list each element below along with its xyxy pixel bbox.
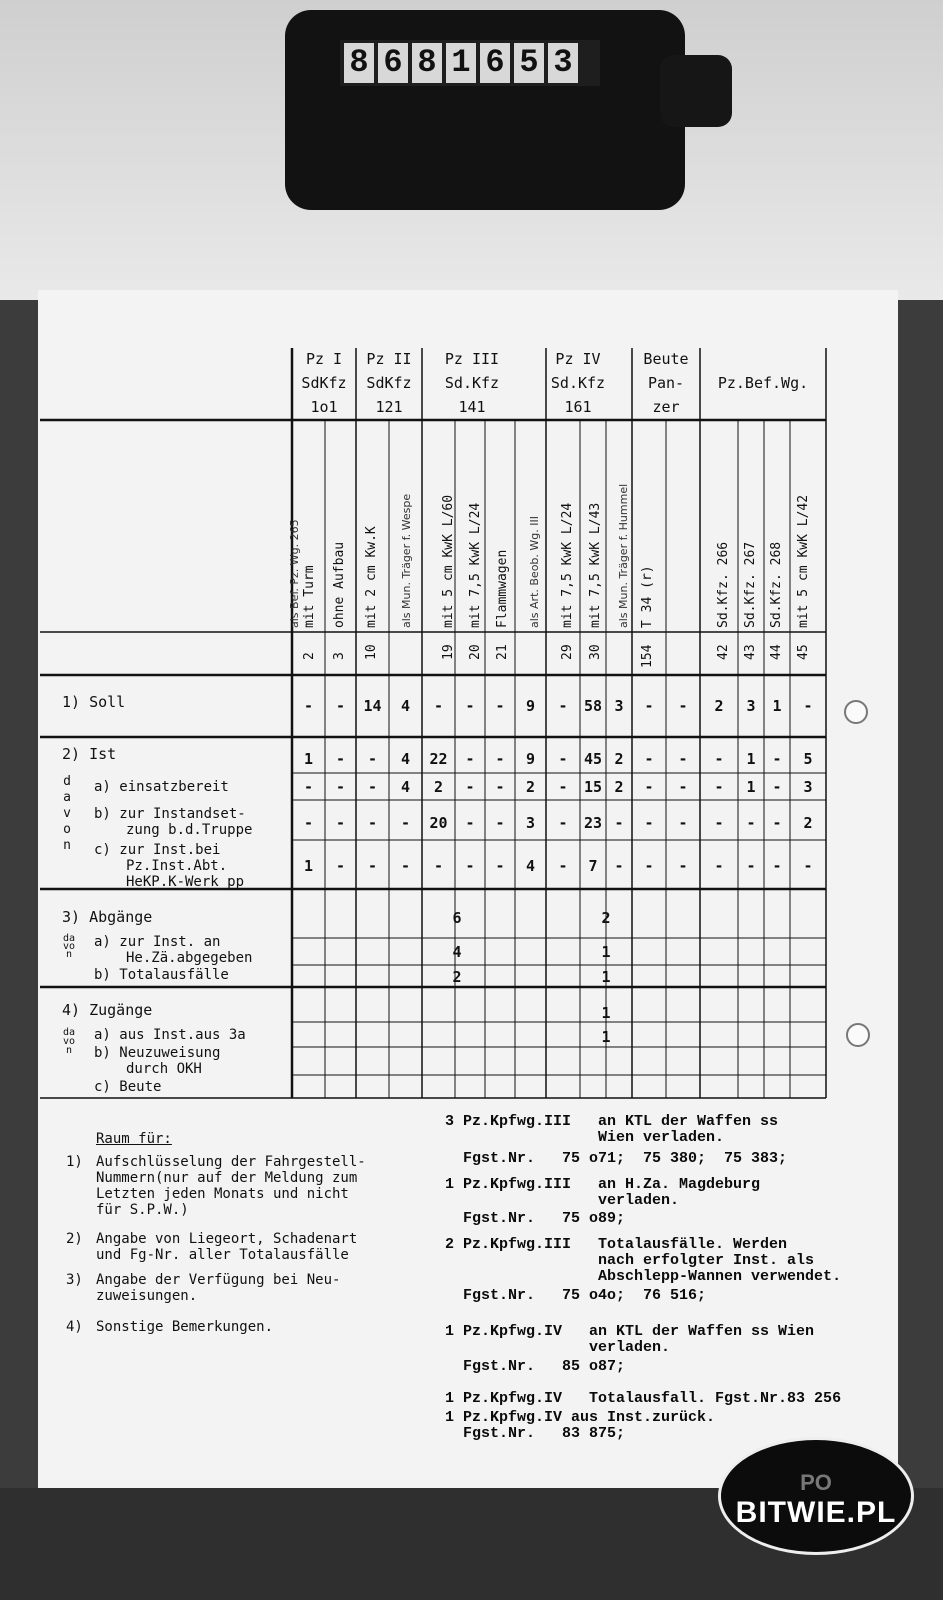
cell-value: - <box>495 857 505 875</box>
cell-value: 1 <box>601 968 611 986</box>
subcol-number: 19 <box>441 644 456 660</box>
cell-value: 4 <box>452 943 462 961</box>
header-line: Pz IV <box>555 350 601 368</box>
cell-value: 1 <box>303 857 314 875</box>
cell-value: - <box>614 857 624 875</box>
raum-item-number: 1) <box>66 1154 83 1170</box>
cell-value: - <box>714 750 724 768</box>
cell-value: - <box>335 697 346 715</box>
cell-value: - <box>614 814 624 832</box>
typed-note-line: nach erfolgter Inst. als <box>445 1252 815 1269</box>
cell-value: - <box>400 857 411 875</box>
subcol-number: 2 <box>302 652 317 660</box>
cell-value: 2 <box>614 750 624 768</box>
row-label-ist: 2) Ist <box>62 745 117 763</box>
cell-value: - <box>303 814 314 832</box>
cell-value: - <box>303 697 314 715</box>
cell-value: - <box>400 814 411 832</box>
subcol-label: mit 5 cm KwK L/42 <box>796 494 811 628</box>
header-line: SdKfz <box>366 374 412 392</box>
subcol-number: 29 <box>560 644 575 660</box>
cell-value: 3 <box>746 697 756 715</box>
cell-value: - <box>558 778 568 796</box>
cell-value: - <box>367 814 378 832</box>
header-line: SdKfz <box>301 374 347 392</box>
subcol-label: T 34 (r) <box>640 565 655 628</box>
cell-value: 45 <box>583 750 603 768</box>
row-label-inst-abt: c) zur Inst.bei <box>94 842 221 858</box>
cell-value: 3 <box>525 814 536 832</box>
cell-value: - <box>803 857 813 875</box>
counter-digit: 5 <box>514 43 544 83</box>
typed-note-line: Fgst.Nr. 75 o71; 75 380; 75 383; <box>445 1150 788 1167</box>
raum-item-number: 2) <box>66 1231 83 1247</box>
cell-value: - <box>335 814 346 832</box>
header-pz1 <box>292 350 356 416</box>
logo-bottom-text: BITWIE.PL <box>735 1496 897 1529</box>
cell-value: - <box>558 697 568 715</box>
header-pz-bef-wg <box>700 374 826 392</box>
cell-value: 2 <box>452 968 462 986</box>
subcol-number: 10 <box>364 644 379 660</box>
cell-value: - <box>433 857 444 875</box>
cell-value: - <box>367 750 378 768</box>
row-label-inst-abt-3: HeKP.K-Werk pp <box>126 874 245 890</box>
typed-note-line: Abschlepp-Wannen verwendet. <box>445 1268 842 1285</box>
subcol-label: mit Turm <box>302 565 317 628</box>
cell-value: - <box>803 697 813 715</box>
subcol-handwritten-label: als Mun. Träger f. Wespe <box>400 493 413 628</box>
counter-digit: 1 <box>446 43 476 83</box>
header-line: Pan- <box>647 374 685 392</box>
cell-value: 1 <box>772 697 782 715</box>
cell-value: - <box>367 778 378 796</box>
subcol-label: mit 5 cm KwK L/60 <box>441 494 456 628</box>
cell-value: 2 <box>525 778 536 796</box>
cell-value: 4 <box>400 750 411 768</box>
cell-value: - <box>335 750 346 768</box>
row-label-zugaenge-b: b) Neuzuweisung <box>94 1045 221 1061</box>
raum-item-line: Angabe von Liegeort, Schadenart <box>96 1231 358 1247</box>
cell-value: - <box>644 697 654 715</box>
subcol-handwritten-label: als Bef. Pz. Wg. 265 <box>288 519 301 628</box>
subcol-number: 42 <box>716 644 731 660</box>
header-line: Sd.Kfz <box>444 374 500 392</box>
cell-value: - <box>465 778 475 796</box>
cell-value: - <box>644 814 654 832</box>
raum-item-number: 3) <box>66 1272 83 1288</box>
header-line: 141 <box>458 398 486 416</box>
cell-value: - <box>495 814 505 832</box>
cell-value: 9 <box>525 697 536 715</box>
header-line: Pz III <box>444 350 500 368</box>
header-line: 1o1 <box>310 398 338 416</box>
header-line: Sd.Kfz <box>550 374 606 392</box>
watermark-logo <box>718 1437 914 1555</box>
cell-value: 1 <box>303 750 314 768</box>
cell-value: 20 <box>429 814 448 832</box>
cell-value: - <box>465 857 475 875</box>
cell-value: - <box>465 750 475 768</box>
cell-value: - <box>678 697 688 715</box>
row-label-zugaenge: 4) Zugänge <box>62 1001 153 1019</box>
raum-item-line: und Fg-Nr. aller Totalausfälle <box>96 1247 349 1263</box>
row-label-abgaenge-b: b) Totalausfälle <box>94 967 229 983</box>
cell-value: - <box>678 814 688 832</box>
cell-value: - <box>772 778 782 796</box>
cell-value: 9 <box>525 750 536 768</box>
row-label-abgaenge-a2: He.Zä.abgegeben <box>126 950 253 966</box>
subcol-label: mit 7,5 KwK L/24 <box>560 502 575 628</box>
subcol-label: Sd.Kfz. 266 <box>716 541 731 628</box>
cell-value: 6 <box>452 909 462 927</box>
subcol-label: mit 7,5 KwK L/24 <box>468 502 483 628</box>
cell-value: 2 <box>614 778 624 796</box>
cell-value: 1 <box>601 943 611 961</box>
cell-value: - <box>465 814 475 832</box>
binder-hole <box>844 700 868 724</box>
header-line: zer <box>652 398 680 416</box>
subcol-number: 20 <box>468 644 483 660</box>
typed-note-line: 3 Pz.Kpfwg.III an KTL der Waffen ss <box>445 1113 779 1130</box>
row-label-zugaenge-b2: durch OKH <box>126 1061 202 1077</box>
cell-value: - <box>558 750 568 768</box>
cell-value: - <box>465 697 475 715</box>
davon-label: davon <box>63 774 71 853</box>
davon-label: davon <box>62 933 76 960</box>
typed-note-line: Wien verladen. <box>445 1129 725 1146</box>
cell-value: - <box>495 778 505 796</box>
raum-item-line: Sonstige Bemerkungen. <box>96 1319 274 1335</box>
subcol-label: ohne Aufbau <box>332 541 347 628</box>
cell-value: 3 <box>614 697 624 715</box>
raum-item-line: Aufschlüsselung der Fahrgestell- <box>96 1154 366 1170</box>
subcol-handwritten-label: als Art. Beob. Wg. III <box>528 516 541 628</box>
header-line: Pz II <box>366 350 412 368</box>
typed-note-line: 1 Pz.Kpfwg.IV an KTL der Waffen ss Wien <box>445 1323 815 1340</box>
cell-value: - <box>644 857 654 875</box>
logo-top-text: PO <box>800 1470 832 1495</box>
cell-value: 5 <box>803 750 813 768</box>
header-line: Pz I <box>305 350 343 368</box>
row-label-einsatzbereit: a) einsatzbereit <box>94 779 229 795</box>
cell-value: - <box>644 778 654 796</box>
cell-value: - <box>772 814 782 832</box>
cell-value: 1 <box>746 778 756 796</box>
cell-value: - <box>772 857 782 875</box>
header-line: Pz.Bef.Wg. <box>717 374 809 392</box>
cell-value: 23 <box>583 814 603 832</box>
subcol-number: 44 <box>769 644 784 660</box>
cell-value: - <box>335 857 346 875</box>
raum-item-number: 4) <box>66 1319 83 1335</box>
typed-note-line: 1 Pz.Kpfwg.IV Totalausfall. Fgst.Nr.83 256 <box>445 1390 842 1407</box>
subcol-number: 45 <box>796 644 811 660</box>
cell-value: - <box>558 814 568 832</box>
counter-digit: 8 <box>344 43 374 83</box>
cell-value: - <box>714 778 724 796</box>
cell-value: 15 <box>583 778 603 796</box>
subcol-number: 154 <box>640 644 655 668</box>
header-line: Beute <box>643 350 689 368</box>
row-label-zugaenge-c: c) Beute <box>94 1079 162 1095</box>
header-line: 121 <box>375 398 403 416</box>
header-beutepanzer <box>632 350 700 416</box>
raum-item-line: zuweisungen. <box>96 1288 198 1304</box>
raum-item-line: Letzten jeden Monats und nicht <box>96 1186 349 1202</box>
raum-item-line: Angabe der Verfügung bei Neu- <box>96 1272 341 1288</box>
cell-value: 2 <box>714 697 724 715</box>
cell-value: - <box>746 814 756 832</box>
typed-note-line: verladen. <box>445 1339 671 1356</box>
cell-value: - <box>714 857 724 875</box>
cell-value: 4 <box>525 857 536 875</box>
subcol-number: 43 <box>743 644 758 660</box>
typed-note-line: Fgst.Nr. 85 o87; <box>445 1358 626 1375</box>
typed-note-line: verladen. <box>445 1192 680 1209</box>
cell-value: - <box>772 750 782 768</box>
subcol-number: 3 <box>332 652 347 660</box>
counter-digit: 6 <box>378 43 408 83</box>
cell-value: - <box>714 814 724 832</box>
cell-value: - <box>746 857 756 875</box>
cell-value: - <box>495 697 505 715</box>
cell-value: 1 <box>601 1028 611 1046</box>
typed-note-line: Fgst.Nr. 83 875; <box>445 1425 626 1442</box>
cell-value: - <box>644 750 654 768</box>
cell-value: - <box>678 778 688 796</box>
typed-note-line: Fgst.Nr. 75 o89; <box>445 1210 626 1227</box>
subcol-label: Sd.Kfz. 268 <box>769 541 784 628</box>
subcol-label: Flammwagen <box>495 549 510 628</box>
cell-value: 2 <box>803 814 813 832</box>
cell-value: 4 <box>400 778 411 796</box>
typed-note-line: Fgst.Nr. 75 o4o; 76 516; <box>445 1287 707 1304</box>
row-label-instandsetzung: b) zur Instandset- <box>94 806 246 822</box>
cell-value: 2 <box>433 778 444 796</box>
header-pz4 <box>546 350 610 416</box>
header-line: 161 <box>564 398 592 416</box>
cell-value: 14 <box>363 697 382 715</box>
subcol-handwritten-label: als Mun. Träger f. Hummel <box>617 483 630 628</box>
raum-item-line: für S.P.W.) <box>96 1202 189 1218</box>
row-label-inst-abt-2: Pz.Inst.Abt. <box>126 858 228 874</box>
row-label-abgaenge-a: a) zur Inst. an <box>94 934 221 950</box>
cell-value: - <box>558 857 568 875</box>
row-label-soll: 1) Soll <box>62 693 126 711</box>
raum-item-line: Nummern(nur auf der Meldung zum <box>96 1170 358 1186</box>
raum-title: Raum für: <box>96 1131 172 1147</box>
cell-value: 7 <box>588 857 598 875</box>
row-label-abgaenge: 3) Abgänge <box>62 908 153 926</box>
cell-value: 22 <box>429 750 448 768</box>
typed-note-line: 1 Pz.Kpfwg.III an H.Za. Magdeburg <box>445 1176 761 1193</box>
cell-value: 3 <box>803 778 813 796</box>
typed-note-line: 2 Pz.Kpfwg.III Totalausfälle. Werden <box>445 1236 788 1253</box>
subcol-label: mit 2 cm Kw.K <box>364 526 379 628</box>
header-pz3 <box>422 350 522 416</box>
binder-hole <box>846 1023 870 1047</box>
typed-note-line: 1 Pz.Kpfwg.IV aus Inst.zurück. <box>445 1409 716 1426</box>
counter-digit: 6 <box>480 43 510 83</box>
cell-value: 4 <box>400 697 411 715</box>
cell-value: - <box>367 857 378 875</box>
subcol-number: 21 <box>495 644 510 660</box>
cell-value: 58 <box>583 697 603 715</box>
cell-value: 1 <box>746 750 756 768</box>
cell-value: - <box>678 750 688 768</box>
cell-value: - <box>303 778 314 796</box>
row-label-zugaenge-a: a) aus Inst.aus 3a <box>94 1027 246 1043</box>
cell-value: - <box>678 857 688 875</box>
subcol-label: Sd.Kfz. 267 <box>743 541 758 628</box>
header-pz2 <box>356 350 422 416</box>
counter-digit: 3 <box>548 43 578 83</box>
davon-label: davon <box>62 1027 76 1056</box>
cell-value: - <box>433 697 444 715</box>
cell-value: - <box>495 750 505 768</box>
cell-value: 2 <box>601 909 611 927</box>
row-label-instandsetzung-2: zung b.d.Truppe <box>126 822 253 838</box>
counter-digit: 8 <box>412 43 442 83</box>
cell-value: - <box>335 778 346 796</box>
cell-value: 1 <box>601 1004 611 1022</box>
subcol-number: 30 <box>588 644 603 660</box>
subcol-label: mit 7,5 KwK L/43 <box>588 502 603 628</box>
